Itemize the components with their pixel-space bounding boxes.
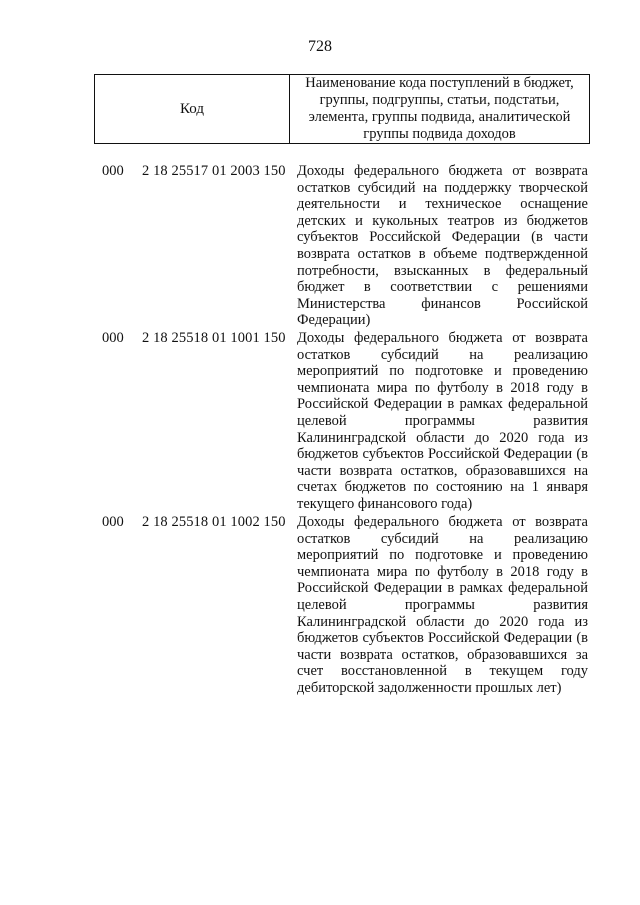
admin-code: 000 <box>102 330 124 346</box>
column-header-name: Наименование кода поступлений в бюджет, группы, подгруппы, статьи, подстатьи, элемента, группы подвида, аналитической группы подвида доходов <box>305 75 574 142</box>
revenue-description: Доходы федерального бюджета от возврата остатков субсидий на поддержку творческой деятельности и техническое оснащение детских и кукольных театров из бюджетов субъектов Российской Федерации (в части возврата остатков в объеме подтвержденной потребности, взысканных в федеральный бюджет в соответствии с решениями Министерства финансов Российской Федерации) <box>297 163 588 329</box>
revenue-description: Доходы федерального бюджета от возврата остатков субсидий на реализацию мероприятий по подготовке и проведению чемпионата мира по футболу в 2018 году в Российской Федерации в рамках федеральной целевой программы развития Калининградской области до 2020 года из бюджетов субъектов Российской Федерации (в части возврата остатков, образовавшихся на счетах бюджетов по состоянию на 1 января текущего финансового года) <box>297 330 588 512</box>
revenue-code: 2 18 25518 01 1001 150 <box>142 330 286 346</box>
revenue-code: 2 18 25517 01 2003 150 <box>142 163 286 179</box>
table-header <box>94 74 590 144</box>
revenue-description: Доходы федерального бюджета от возврата остатков субсидий на реализацию мероприятий по подготовке и проведению чемпионата мира по футболу в 2018 году в Российской Федерации в рамках федеральной целевой программы развития Калининградской области до 2020 года из бюджетов субъектов Российской Федерации (в части возврата остатков, образовавшихся за счет восстановленной в текущем году дебиторской задолженности прошлых лет) <box>297 514 588 696</box>
admin-code: 000 <box>102 514 124 530</box>
page-number: 728 <box>308 38 332 55</box>
admin-code: 000 <box>102 163 124 179</box>
column-header-code: Код <box>95 75 290 143</box>
revenue-code: 2 18 25518 01 1002 150 <box>142 514 286 530</box>
